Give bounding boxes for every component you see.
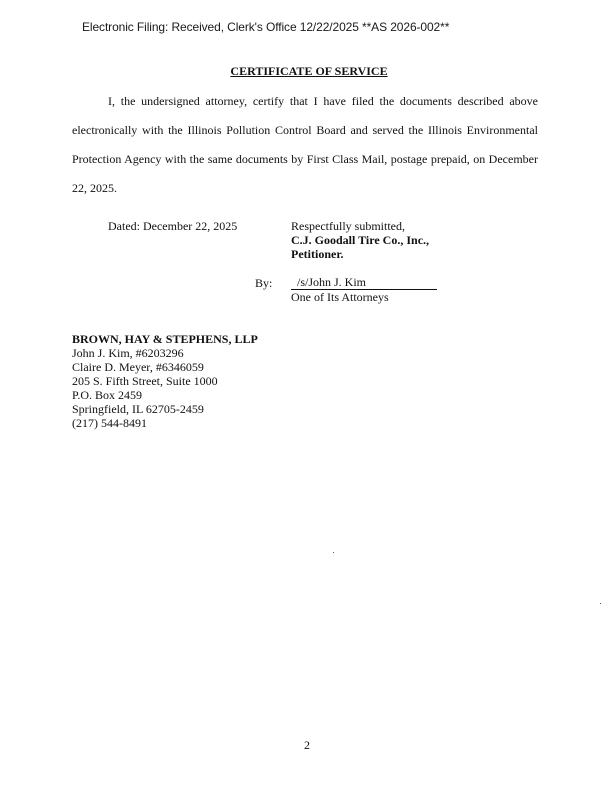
party-role: Petitioner. bbox=[291, 247, 344, 261]
attorney-capacity: One of Its Attorneys bbox=[291, 290, 389, 304]
respectfully-line: Respectfully submitted, bbox=[291, 219, 405, 233]
scan-speck bbox=[600, 603, 601, 604]
firm-line: P.O. Box 2459 bbox=[72, 388, 143, 402]
firm-line: Claire D. Meyer, #6346059 bbox=[72, 360, 204, 374]
document-title bbox=[0, 64, 614, 79]
respectfully-submitted-block bbox=[291, 219, 429, 261]
firm-line: (217) 544-8491 bbox=[72, 416, 147, 430]
party-name: C.J. Goodall Tire Co., Inc., bbox=[291, 233, 430, 247]
firm-name: BROWN, HAY & STEPHENS, LLP bbox=[72, 332, 258, 346]
firm-line: John J. Kim, #6203296 bbox=[72, 346, 184, 360]
title-text: CERTIFICATE OF SERVICE bbox=[230, 64, 388, 78]
signature-line: /s/John J. Kim bbox=[291, 276, 437, 290]
page-number: 2 bbox=[304, 738, 310, 752]
firm-block bbox=[72, 332, 258, 430]
firm-line: Springfield, IL 62705-2459 bbox=[72, 402, 204, 416]
by-label: By: bbox=[255, 276, 273, 290]
filing-stamp: Electronic Filing: Received, Clerk's Office 12/22/2025 **AS 2026-002** bbox=[82, 20, 450, 34]
certification-paragraph: I, the undersigned attorney, certify that I have filed the documents described above electronically with the Illinois Pollution Control Board and served the Illinois Environmental Protection Agency with the same documents by First Class Mail, postage prepaid, on December 22, 2025. bbox=[72, 94, 538, 195]
firm-line: 205 S. Fifth Street, Suite 1000 bbox=[72, 374, 218, 388]
scan-speck bbox=[333, 552, 334, 553]
dated-line: Dated: December 22, 2025 bbox=[108, 219, 238, 233]
